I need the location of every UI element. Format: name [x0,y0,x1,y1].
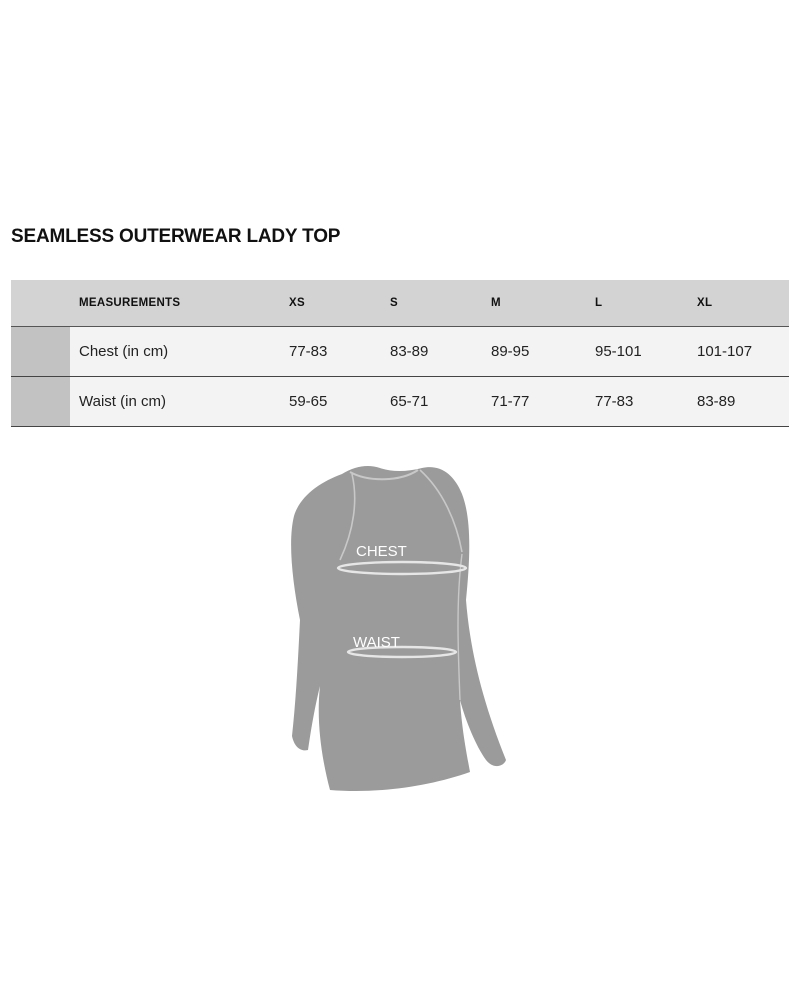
column-header-m: M [491,280,595,326]
garment-illustration [280,460,520,800]
chest-l-value: 95-101 [595,326,697,376]
page-title: SEAMLESS OUTERWEAR LADY TOP [11,226,341,247]
waist-xs-value: 59-65 [289,376,390,426]
garment-shape [291,466,506,791]
long-sleeve-top-icon [280,460,520,800]
chest-s-value: 83-89 [390,326,491,376]
chest-m-value: 89-95 [491,326,595,376]
header-swatch-cell [11,280,70,326]
chest-label: CHEST [356,543,407,560]
column-header-xl: XL [697,280,789,326]
row-label-waist: Waist (in cm) [70,376,289,426]
table-row-waist [11,376,789,426]
table-row-chest [11,326,789,376]
column-header-l: L [595,280,697,326]
size-table [11,280,789,427]
column-header-s: S [390,280,491,326]
waist-xl-value: 83-89 [697,376,789,426]
chest-xs-value: 77-83 [289,326,390,376]
waist-label: WAIST [353,634,400,651]
waist-s-value: 65-71 [390,376,491,426]
waist-m-value: 71-77 [491,376,595,426]
column-header-measurements: MEASUREMENTS [70,280,289,326]
table-header-row [11,280,789,326]
chest-xl-value: 101-107 [697,326,789,376]
waist-l-value: 77-83 [595,376,697,426]
row-swatch-cell [11,376,70,426]
column-header-xs: XS [289,280,390,326]
row-swatch-cell [11,326,70,376]
row-label-chest: Chest (in cm) [70,326,289,376]
